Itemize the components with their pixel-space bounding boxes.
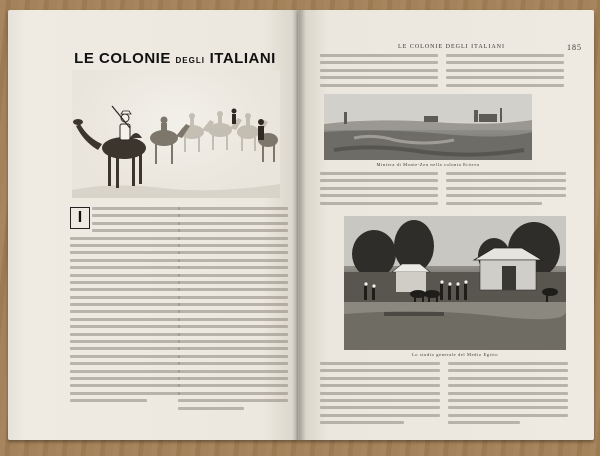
right-text-mid-column-2 xyxy=(446,172,566,209)
page-number: 185 xyxy=(567,43,582,52)
right-page xyxy=(298,10,594,440)
caption-top: Miniera di Monte-Zeu nella colonia Eritrea xyxy=(376,162,480,167)
caption-bottom: Lo studio generale del Medio Egitto xyxy=(411,352,499,357)
masthead-part-2: DEGLI xyxy=(175,56,205,65)
book-gutter xyxy=(292,10,306,440)
mine-photograph xyxy=(324,94,532,160)
masthead-title xyxy=(70,50,280,67)
right-text-mid-column-1 xyxy=(320,172,438,209)
right-text-bottom-column-2 xyxy=(448,362,568,429)
camel-caravan-illustration xyxy=(72,70,280,198)
left-text-column-1 xyxy=(70,207,180,407)
camel-caravan-drawing xyxy=(72,70,280,198)
left-page xyxy=(8,10,298,440)
drop-cap-initial: I xyxy=(70,207,90,229)
masthead-part-3: ITALIANI xyxy=(209,50,276,67)
left-text-column-2 xyxy=(178,207,288,414)
running-head-title: LE COLONIE DEGLI ITALIANI xyxy=(398,44,505,50)
right-text-top-column-1 xyxy=(320,54,438,91)
masthead-part-1: LE COLONIE xyxy=(74,50,171,67)
right-text-bottom-column-1 xyxy=(320,362,440,429)
open-book xyxy=(8,10,594,446)
gathering-scene xyxy=(344,216,566,350)
right-text-top-column-2 xyxy=(446,54,564,91)
gathering-photograph xyxy=(344,216,566,350)
running-head xyxy=(318,44,582,54)
mine-landscape xyxy=(324,94,532,160)
